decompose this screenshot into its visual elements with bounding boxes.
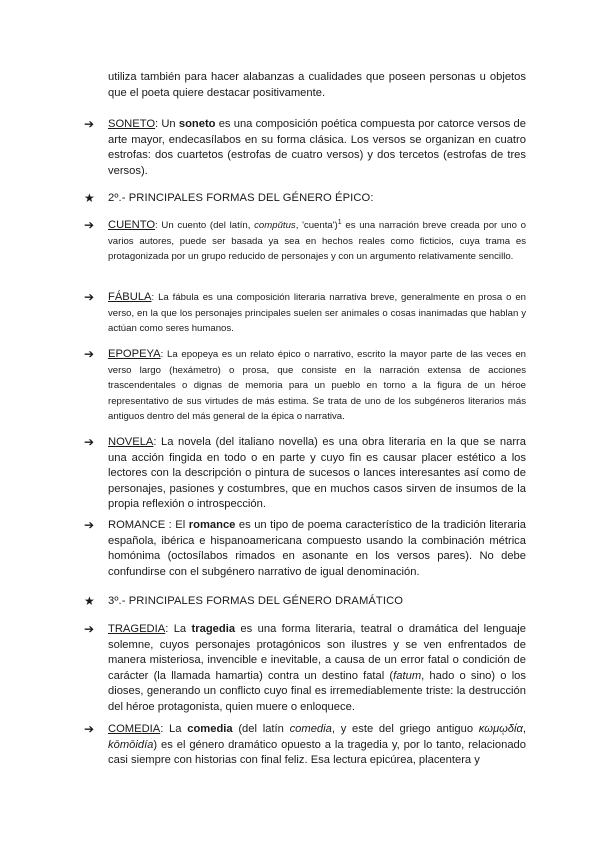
star-icon: ★ [84, 594, 95, 608]
comedia-term: COMEDIA [108, 723, 161, 735]
arrow-icon: ➔ [84, 218, 95, 232]
arrow-icon: ➔ [84, 722, 95, 736]
epopeya-paragraph: EPOPEYA: La epopeya es un relato épico o narrativo, escrito la mayor parte de las veces en verso largo (hexámetro) o prosa, que consiste en la narración extensa de acciones trascendentales o dignas de memoria para un pueblo en torno a la figura de un héroe representativo de sus virtudes de más estima. Se trata de uno de los subgéneros literarios más antiguos dentro del más general de la épica o narrativa. [108, 348, 526, 422]
arrow-icon: ➔ [84, 518, 95, 532]
tragedia-term: TRAGEDIA [108, 623, 166, 635]
fabula-paragraph: FÁBULA: La fábula es una composición literaria narrativa breve, generalmente en prosa o en verso, en la que los personajes principales suelen ser animales o cosas inanimadas que hablan y actúan como seres humanos. [108, 291, 526, 334]
soneto-term: SONETO [108, 118, 156, 130]
arrow-icon: ➔ [84, 435, 95, 449]
arrow-icon: ➔ [84, 290, 95, 304]
cuento-term: CUENTO [108, 219, 156, 231]
intro-text: utiliza también para hacer alabanzas a cualidades que poseen personas u objetos que el poeta quiere destacar positivamente. [108, 71, 526, 99]
section-heading-dramatico: 3º.- PRINCIPALES FORMAS DEL GÉNERO DRAMÁTICO [108, 595, 404, 607]
arrow-icon: ➔ [84, 347, 95, 361]
comedia-paragraph: COMEDIA: La comedia (del latín comedia, y este del griego antiguo κωμῳδία, kōmōidía) es el género dramático opuesto a la tragedia y, por lo tanto, relacionado casi siempre con historias con final feliz. Esa lectura epicúrea, placentera y [108, 723, 526, 766]
epopeya-term: EPOPEYA [108, 348, 161, 360]
romance-bold: romance [188, 519, 236, 531]
intro-paragraph [108, 70, 526, 101]
star-icon: ★ [84, 191, 95, 205]
novela-paragraph: NOVELA: La novela (del italiano novella) es una obra literaria en la que se narra una acción fingida en todo o en parte y cuyo fin es causar placer estético a los lectores con la descripción o pintura de sucesos o lances interesantes así como de personajes, pasiones y costumbres, que en muchos casos sirven de insumos de la propia reflexión o introspección. [108, 436, 526, 510]
section-heading-epico: 2º.- PRINCIPALES FORMAS DEL GÉNERO ÉPICO: [108, 192, 374, 204]
soneto-bold: soneto [178, 118, 216, 130]
tragedia-bold: tragedia [191, 623, 236, 635]
novela-term: NOVELA [108, 436, 154, 448]
tragedia-paragraph: TRAGEDIA: La tragedia es una forma literaria, teatral o dramática del lenguaje solemne, cuyos personajes protagónicos son ilustres y se ven enfrentados de manera misteriosa, invencible e inevitable, a causa de un error fatal o condición de carácter (la llamada hamartia) contra un destino fatal (fatum, hado o sino) o los dioses, generando un conflicto cuyo final es irremediablemente triste: la destrucción del héroe protagonista, quien muere o enloquece. [108, 623, 526, 713]
cuento-paragraph: CUENTO: Un cuento (del latín, compŭtus, 'cuenta')$^1$ es una narración breve creada por uno o varios autores, puede ser basada ya sea en hechos reales como ficticios, cuya trama es protagonizada por un grupo reducido de personajes y con un argumento relativamente sencillo. [108, 218, 527, 262]
arrow-icon: ➔ [84, 622, 95, 636]
romance-paragraph: ROMANCE : El romance es un tipo de poema característico de la tradición literaria española, ibérica e hispanoamericana compuesto usando la combinación métrica homónima (octosílabos rimados en asonante en los versos pares). No debe confundirse con el subgénero narrativo de igual denominación. [108, 519, 526, 578]
soneto-paragraph: SONETO: Un soneto es una composición poética compuesta por catorce versos de arte mayor, endecasílabos en su forma clásica. Los versos se organizan en cuatro estrofas: dos cuartetos (estrofas de cuatro versos) y dos tercetos (estrofas de tres versos). [108, 118, 526, 177]
fabula-term: FÁBULA [108, 291, 152, 303]
comedia-bold: comedia [187, 723, 233, 735]
arrow-icon: ➔ [84, 117, 95, 131]
romance-term: ROMANCE : El [108, 519, 189, 531]
